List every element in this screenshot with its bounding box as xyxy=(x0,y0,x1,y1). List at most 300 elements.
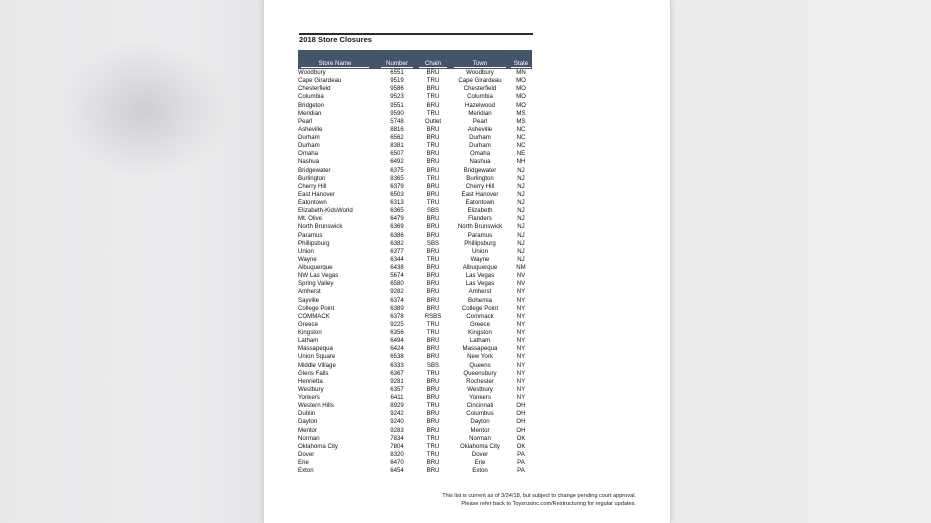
cell-store-name: Cherry Hill xyxy=(298,182,327,190)
cell-town: Rochester xyxy=(466,377,494,385)
cell-store-name: Amherst xyxy=(298,288,321,296)
cell-chain: SBS xyxy=(426,207,440,215)
cell-town: Las Vegas xyxy=(465,272,495,280)
cell-town: Dayton xyxy=(470,418,490,426)
cell-number: 6313 xyxy=(390,199,404,206)
cell-store-name: Omaha xyxy=(298,150,318,158)
cell-store-name: Dayton xyxy=(298,418,318,426)
background-shadow xyxy=(60,40,230,180)
cell-store-name: Yonkers xyxy=(298,394,320,401)
cell-state: MS xyxy=(516,109,526,117)
cell-chain: BRU xyxy=(426,158,440,166)
cell-chain: BRU xyxy=(426,69,440,76)
cell-town: Flanders xyxy=(468,215,492,223)
cell-number: 6538 xyxy=(390,353,404,361)
cell-state: NH xyxy=(516,158,526,166)
cell-chain: BRU xyxy=(426,150,440,158)
cell-state: NJ xyxy=(517,207,525,215)
cell-town: Oklahoma City xyxy=(460,442,500,450)
cell-number: 8929 xyxy=(390,402,404,410)
cell-number: 6503 xyxy=(390,190,404,198)
table-row xyxy=(298,232,532,240)
table-row xyxy=(298,427,532,435)
cell-town: Westbury xyxy=(467,385,493,393)
table-row xyxy=(298,386,532,394)
table-row xyxy=(298,443,532,451)
cell-state: NJ xyxy=(517,247,525,255)
cell-number: 6580 xyxy=(390,280,404,288)
cell-chain: BRU xyxy=(426,231,440,239)
cell-state: NY xyxy=(516,304,526,312)
cell-number: 8381 xyxy=(390,142,404,150)
cell-store-name: Sayville xyxy=(298,296,319,304)
table-row xyxy=(298,280,532,288)
cell-number: 6378 xyxy=(390,312,404,320)
cell-state: MO xyxy=(516,93,526,101)
table-row xyxy=(298,297,532,305)
cell-state: OH xyxy=(516,418,526,426)
table-row xyxy=(298,150,532,158)
cell-chain: BRU xyxy=(426,215,440,223)
table-row xyxy=(298,362,532,370)
cell-store-name: Cape Girardeau xyxy=(298,77,342,85)
cell-chain: BRU xyxy=(426,85,440,93)
cell-store-name: Middle Village xyxy=(298,361,336,369)
cell-chain: TRU xyxy=(426,434,440,442)
cell-chain: BRU xyxy=(426,182,440,190)
table-row xyxy=(298,418,532,426)
cell-state: OK xyxy=(516,434,526,442)
cell-number: 9225 xyxy=(390,320,404,328)
footer-line-1: This list is current as of 3/24/18, but subject to change pending court approval. xyxy=(442,493,636,499)
cell-town: Durham xyxy=(469,134,491,141)
header-number: Number xyxy=(381,60,413,68)
cell-state: NY xyxy=(516,288,526,296)
table-row xyxy=(298,93,532,101)
cell-store-name: Spring Valley xyxy=(298,280,334,288)
cell-number: 6562 xyxy=(390,134,404,141)
cell-chain: TRU xyxy=(426,142,440,150)
cell-town: Greece xyxy=(470,320,490,328)
cell-chain: TRU xyxy=(426,174,440,182)
table-row xyxy=(298,207,532,215)
cell-town: Kingston xyxy=(468,329,492,336)
cell-chain: TRU xyxy=(426,199,440,206)
cell-town: Hazelwood xyxy=(464,101,496,109)
cell-store-name: Columbia xyxy=(298,93,324,101)
cell-town: Cincinnati xyxy=(466,402,494,410)
cell-store-name: Pearl xyxy=(298,117,313,125)
cell-state: NJ xyxy=(517,199,525,206)
cell-town: Latham xyxy=(469,337,491,345)
cell-state: MS xyxy=(516,117,526,125)
cell-town: Pearl xyxy=(472,117,488,125)
cell-town: New York xyxy=(467,353,493,361)
table-row xyxy=(298,410,532,418)
footer-line-2: Please refer back to Toysrusinc.com/Restructuring for regular updates. xyxy=(461,501,636,507)
store-closures-table xyxy=(298,50,532,475)
cell-chain: BRU xyxy=(426,345,440,353)
cell-number: 6386 xyxy=(390,231,404,239)
cell-number: 6369 xyxy=(390,223,404,231)
cell-number: 9240 xyxy=(390,418,404,426)
cell-store-name: Latham xyxy=(298,337,319,345)
table-row xyxy=(298,102,532,110)
cell-number: 6454 xyxy=(390,467,404,475)
cell-chain: BRU xyxy=(426,190,440,198)
cell-state: PA xyxy=(517,459,525,466)
table-row xyxy=(298,313,532,321)
cell-chain: TRU xyxy=(426,369,440,377)
cell-state: NY xyxy=(516,345,526,353)
cell-chain: TRU xyxy=(426,77,440,85)
cell-town: Nashua xyxy=(469,158,491,166)
cell-number: 8320 xyxy=(390,450,404,458)
cell-chain: BRU xyxy=(426,125,440,133)
cell-chain: BRU xyxy=(426,353,440,361)
table-row xyxy=(298,175,532,183)
cell-state: NY xyxy=(516,369,526,377)
table-row xyxy=(298,142,532,150)
cell-number: 6344 xyxy=(390,255,404,263)
cell-chain: TRU xyxy=(426,320,440,328)
cell-number: 9523 xyxy=(390,93,404,101)
table-row xyxy=(298,402,532,410)
cell-town: Albuquerque xyxy=(462,264,498,271)
cell-number: 7804 xyxy=(390,442,404,450)
cell-town: Union xyxy=(472,247,488,255)
cell-town: Cherry Hill xyxy=(465,182,495,190)
table-row xyxy=(298,223,532,231)
cell-store-name: Norman xyxy=(298,434,320,442)
cell-chain: BRU xyxy=(426,410,440,418)
cell-number: 6382 xyxy=(390,239,404,247)
cell-store-name: Woodbury xyxy=(298,69,326,76)
cell-town: Massapequa xyxy=(462,345,498,353)
cell-state: NY xyxy=(516,377,526,385)
cell-chain: BRU xyxy=(426,134,440,141)
cell-state: NJ xyxy=(517,231,525,239)
cell-chain: SBS xyxy=(426,239,440,247)
cell-store-name: Erie xyxy=(298,459,309,466)
cell-number: 6357 xyxy=(390,385,404,393)
cell-state: PA xyxy=(517,467,525,475)
cell-number: 9551 xyxy=(390,101,404,109)
table-row xyxy=(298,240,532,248)
cell-store-name: Mentor xyxy=(298,426,317,434)
cell-state: NJ xyxy=(517,223,525,231)
table-row xyxy=(298,248,532,256)
cell-town: Woodbury xyxy=(466,69,494,76)
header-chain: Chain xyxy=(419,60,447,68)
cell-store-name: Paramus xyxy=(298,231,323,239)
table-row xyxy=(298,167,532,175)
cell-store-name: Phillipsburg xyxy=(298,239,330,247)
cell-state: NM xyxy=(516,264,526,271)
table-row xyxy=(298,288,532,296)
cell-number: 9590 xyxy=(390,109,404,117)
cell-store-name: Western Hills xyxy=(298,402,334,410)
cell-store-name: College Point xyxy=(298,304,335,312)
cell-chain: TRU xyxy=(426,329,440,336)
cell-number: 5748 xyxy=(390,117,404,125)
cell-town: Phillipsburg xyxy=(464,239,496,247)
cell-state: NY xyxy=(516,329,526,336)
cell-chain: TRU xyxy=(426,402,440,410)
cell-number: 7834 xyxy=(390,434,404,442)
cell-number: 6507 xyxy=(390,150,404,158)
cell-state: NY xyxy=(516,320,526,328)
cell-town: Yonkers xyxy=(469,394,491,401)
cell-town: Meridian xyxy=(468,109,492,117)
cell-chain: BRU xyxy=(426,247,440,255)
cell-state: OK xyxy=(516,442,526,450)
cell-town: East Hanover xyxy=(461,190,499,198)
cell-chain: SBS xyxy=(426,361,440,369)
cell-number: 6494 xyxy=(390,337,404,345)
table-row xyxy=(298,126,532,134)
cell-number: 8816 xyxy=(390,125,404,133)
cell-number: 6438 xyxy=(390,264,404,271)
cell-store-name: Chesterfield xyxy=(298,85,331,93)
cell-state: NJ xyxy=(517,174,525,182)
cell-store-name: Union xyxy=(298,247,314,255)
table-row xyxy=(298,451,532,459)
cell-store-name: Greece xyxy=(298,320,318,328)
cell-state: OH xyxy=(516,410,526,418)
cell-town: Burlington xyxy=(466,174,494,182)
cell-state: NY xyxy=(516,353,526,361)
table-row xyxy=(298,370,532,378)
cell-town: Las Vegas xyxy=(465,280,495,288)
cell-town: Eatontown xyxy=(465,199,495,206)
cell-state: NC xyxy=(516,134,526,141)
cell-state: NY xyxy=(516,361,526,369)
table-row xyxy=(298,459,532,467)
cell-state: NC xyxy=(516,142,526,150)
table-row xyxy=(298,467,532,475)
cell-state: MO xyxy=(516,77,526,85)
table-row xyxy=(298,394,532,402)
cell-town: Erie xyxy=(474,459,486,466)
cell-state: MO xyxy=(516,85,526,93)
cell-store-name: Union Square xyxy=(298,353,336,361)
cell-town: College Point xyxy=(461,304,499,312)
cell-number: 6389 xyxy=(390,304,404,312)
cell-state: NJ xyxy=(517,239,525,247)
cell-town: Norman xyxy=(469,434,491,442)
header-store-name: Store Name xyxy=(301,60,369,68)
table-row xyxy=(298,329,532,337)
cell-number: 9242 xyxy=(390,410,404,418)
cell-number: 6377 xyxy=(390,247,404,255)
cell-number: 9281 xyxy=(390,377,404,385)
cell-number: 5674 xyxy=(390,272,404,280)
cell-number: 6379 xyxy=(390,182,404,190)
table-row xyxy=(298,69,532,77)
table-row xyxy=(298,77,532,85)
cell-store-name: Dublin xyxy=(298,410,316,418)
cell-town: Cape Girardeau xyxy=(458,77,502,85)
cell-number: 6411 xyxy=(390,394,404,401)
table-row xyxy=(298,305,532,313)
cell-chain: BRU xyxy=(426,288,440,296)
cell-number: 6367 xyxy=(390,369,404,377)
cell-number: 6356 xyxy=(390,329,404,336)
footer-note xyxy=(442,492,636,508)
cell-store-name: Albuquerque xyxy=(298,264,333,271)
cell-number: 6551 xyxy=(390,69,404,76)
cell-town: Queensbury xyxy=(463,369,497,377)
cell-chain: BRU xyxy=(426,223,440,231)
cell-state: NV xyxy=(516,272,526,280)
table-row xyxy=(298,272,532,280)
cell-town: Bohemia xyxy=(467,296,493,304)
cell-store-name: Kingston xyxy=(298,329,322,336)
cell-number: 9283 xyxy=(390,426,404,434)
cell-chain: BRU xyxy=(426,272,440,280)
table-row xyxy=(298,134,532,142)
table-header xyxy=(298,50,532,69)
table-body xyxy=(298,69,532,475)
cell-town: Amherst xyxy=(468,288,492,296)
cell-store-name: Henrietta xyxy=(298,377,323,385)
cell-state: NY xyxy=(516,337,526,345)
cell-chain: TRU xyxy=(426,255,440,263)
cell-town: Exton xyxy=(472,467,488,475)
cell-town: Asheville xyxy=(467,125,493,133)
table-row xyxy=(298,353,532,361)
table-row xyxy=(298,435,532,443)
cell-town: Wayne xyxy=(470,255,490,263)
cell-store-name: Asheville xyxy=(298,125,323,133)
cell-state: NV xyxy=(516,280,526,288)
table-row xyxy=(298,256,532,264)
cell-number: 6492 xyxy=(390,158,404,166)
cell-state: NJ xyxy=(517,215,525,223)
table-row xyxy=(298,191,532,199)
cell-number: 8365 xyxy=(390,174,404,182)
table-row xyxy=(298,110,532,118)
cell-state: NY xyxy=(516,385,526,393)
cell-number: 6365 xyxy=(390,207,404,215)
cell-chain: RSBS xyxy=(424,312,442,320)
header-state: State xyxy=(511,60,531,68)
cell-town: Dover xyxy=(471,450,489,458)
cell-town: North Brunswick xyxy=(457,223,503,231)
cell-town: Elizabeth xyxy=(467,207,493,215)
cell-number: 9519 xyxy=(390,77,404,85)
cell-store-name: Exton xyxy=(298,467,314,475)
cell-store-name: Bridgewater xyxy=(298,166,331,174)
table-row xyxy=(298,215,532,223)
cell-chain: BRU xyxy=(426,337,440,345)
cell-chain: BRU xyxy=(426,418,440,426)
cell-store-name: Nashua xyxy=(298,158,320,166)
table-row xyxy=(298,118,532,126)
table-row xyxy=(298,264,532,272)
cell-state: MO xyxy=(516,101,526,109)
cell-chain: BRU xyxy=(426,426,440,434)
cell-store-name: Oklahoma City xyxy=(298,442,338,450)
cell-number: 6470 xyxy=(390,459,404,466)
cell-chain: Outlet xyxy=(424,117,442,125)
cell-state: NJ xyxy=(517,182,525,190)
document-page xyxy=(263,0,671,523)
cell-store-name: NW Las Vegas xyxy=(298,272,339,280)
cell-store-name: Durham xyxy=(298,134,320,141)
cell-store-name: Bridgeton xyxy=(298,101,325,109)
cell-store-name: Elizabeth-KidsWorld xyxy=(298,207,353,215)
cell-store-name: Massapequa xyxy=(298,345,333,353)
table-row xyxy=(298,378,532,386)
cell-chain: BRU xyxy=(426,166,440,174)
table-row xyxy=(298,321,532,329)
cell-store-name: Meridian xyxy=(298,109,322,117)
header-town: Town xyxy=(454,60,506,68)
cell-chain: BRU xyxy=(426,394,440,401)
cell-state: MN xyxy=(516,69,526,76)
cell-chain: BRU xyxy=(426,385,440,393)
cell-town: Bridgewater xyxy=(463,166,497,174)
cell-town: Durham xyxy=(469,142,491,150)
cell-chain: BRU xyxy=(426,264,440,271)
table-row xyxy=(298,85,532,93)
cell-state: NE xyxy=(516,150,526,158)
table-row xyxy=(298,337,532,345)
cell-town: Columbus xyxy=(466,410,494,418)
cell-number: 6375 xyxy=(390,166,404,174)
cell-state: NY xyxy=(516,394,526,401)
cell-state: NY xyxy=(516,312,526,320)
cell-state: NJ xyxy=(517,166,525,174)
cell-town: Paramus xyxy=(467,231,493,239)
cell-state: PA xyxy=(517,450,525,458)
cell-state: OH xyxy=(516,426,526,434)
cell-store-name: Durham xyxy=(298,142,320,150)
cell-store-name: Glens Falls xyxy=(298,369,329,377)
cell-chain: BRU xyxy=(426,296,440,304)
cell-state: OH xyxy=(516,402,526,410)
cell-store-name: COMMACK xyxy=(298,312,330,320)
cell-number: 6374 xyxy=(390,296,404,304)
cell-store-name: East Hanover xyxy=(298,190,335,198)
cell-state: NY xyxy=(516,296,526,304)
cell-town: Omaha xyxy=(470,150,490,158)
cell-number: 6479 xyxy=(390,215,404,223)
cell-chain: BRU xyxy=(426,304,440,312)
cell-number: 9282 xyxy=(390,288,404,296)
cell-town: Queens xyxy=(469,361,491,369)
document-title: 2018 Store Closures xyxy=(299,35,373,44)
cell-store-name: Westbury xyxy=(298,385,324,393)
cell-town: Mentor xyxy=(470,426,490,434)
cell-store-name: Burlington xyxy=(298,174,326,182)
cell-chain: TRU xyxy=(426,93,440,101)
cell-town: Columbia xyxy=(467,93,493,101)
cell-store-name: North Brunswick xyxy=(298,223,343,231)
cell-chain: TRU xyxy=(426,450,440,458)
table-row xyxy=(298,345,532,353)
table-row xyxy=(298,199,532,207)
cell-store-name: Wayne xyxy=(298,255,317,263)
table-row xyxy=(298,183,532,191)
cell-town: Commack xyxy=(466,312,494,320)
cell-state: NC xyxy=(516,125,526,133)
cell-town: Chesterfield xyxy=(463,85,497,93)
cell-chain: BRU xyxy=(426,280,440,288)
cell-store-name: Eatontown xyxy=(298,199,327,206)
